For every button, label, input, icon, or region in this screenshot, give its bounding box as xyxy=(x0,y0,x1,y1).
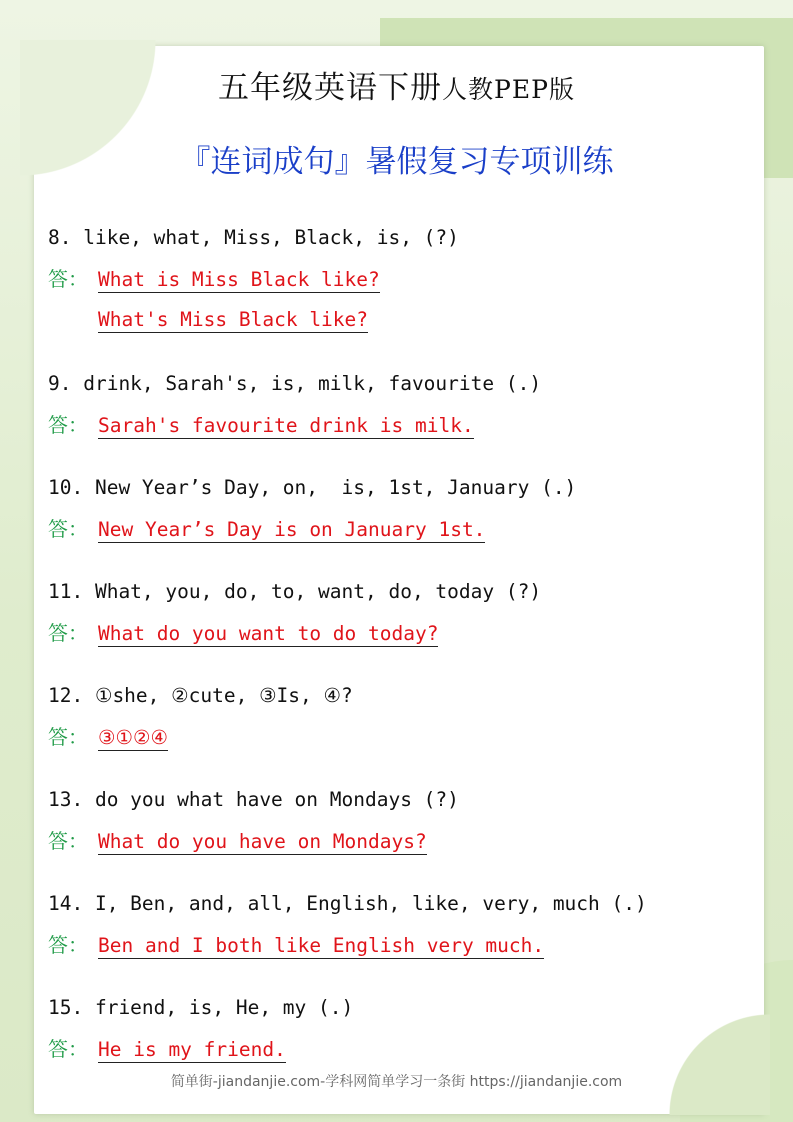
answer-row-alt xyxy=(48,306,748,334)
answer-text: What do you want to do today? xyxy=(98,622,439,645)
exercise-item xyxy=(48,786,748,855)
exercise-item xyxy=(48,224,748,334)
answer-row xyxy=(48,411,748,439)
question-text: 15. friend, is, He, my (.) xyxy=(48,996,354,1019)
exercise-item xyxy=(48,474,748,543)
answer-text: New Year’s Day is on January 1st. xyxy=(98,518,486,541)
answer-text: ③①②④ xyxy=(98,726,168,749)
question-text: 9. drink, Sarah's, is, milk, favourite (.) xyxy=(48,372,542,395)
answer-label: 答： xyxy=(48,725,88,749)
answer-label: 答： xyxy=(48,621,88,645)
answer-text: What is Miss Black like? xyxy=(98,268,380,291)
answer-row xyxy=(48,931,748,959)
answer-label: 答： xyxy=(48,413,88,437)
answer-row xyxy=(48,265,748,293)
answer-label: 答： xyxy=(48,517,88,541)
exercise-item xyxy=(48,578,748,647)
answer-text: Sarah's favourite drink is milk. xyxy=(98,414,474,437)
question-text: 10. New Year’s Day, on, is, 1st, January (.) xyxy=(48,476,577,499)
answer-label: 答： xyxy=(48,1037,88,1061)
answer-label: 答： xyxy=(48,829,88,853)
answer-text-alt: What's Miss Black like? xyxy=(98,308,369,331)
title-edition: 人教PEP版 xyxy=(442,75,575,104)
exercise-item xyxy=(48,890,748,959)
question-text: 12. ①she, ②cute, ③Is, ④? xyxy=(48,684,353,707)
exercise-item xyxy=(48,682,748,751)
answer-row xyxy=(48,723,748,751)
answer-label: 答： xyxy=(48,933,88,957)
page-subtitle: 『连词成句』暑假复习专项训练 xyxy=(179,144,614,180)
answer-text: He is my friend. xyxy=(98,1038,286,1061)
answer-label: 答： xyxy=(48,267,88,291)
answer-row xyxy=(48,619,748,647)
question-text: 13. do you what have on Mondays (?) xyxy=(48,788,459,811)
answer-text: What do you have on Mondays? xyxy=(98,830,427,853)
title-main: 五年级英语下册 xyxy=(218,70,443,106)
exercise-item xyxy=(48,994,748,1063)
page-title xyxy=(0,62,793,107)
exercise-item xyxy=(48,370,748,439)
answer-row xyxy=(48,1035,748,1063)
footer-watermark: 简单街-jiandanjie.com-学科网简单学习一条街 https://jiandanjie.com xyxy=(170,1074,623,1090)
answer-row xyxy=(48,827,748,855)
answer-row xyxy=(48,515,748,543)
question-text: 14. I, Ben, and, all, English, like, very, much (.) xyxy=(48,892,647,915)
question-text: 8. like, what, Miss, Black, is, (?) xyxy=(48,226,459,249)
question-text: 11. What, you, do, to, want, do, today (?) xyxy=(48,580,542,603)
answer-text: Ben and I both like English very much. xyxy=(98,934,545,957)
